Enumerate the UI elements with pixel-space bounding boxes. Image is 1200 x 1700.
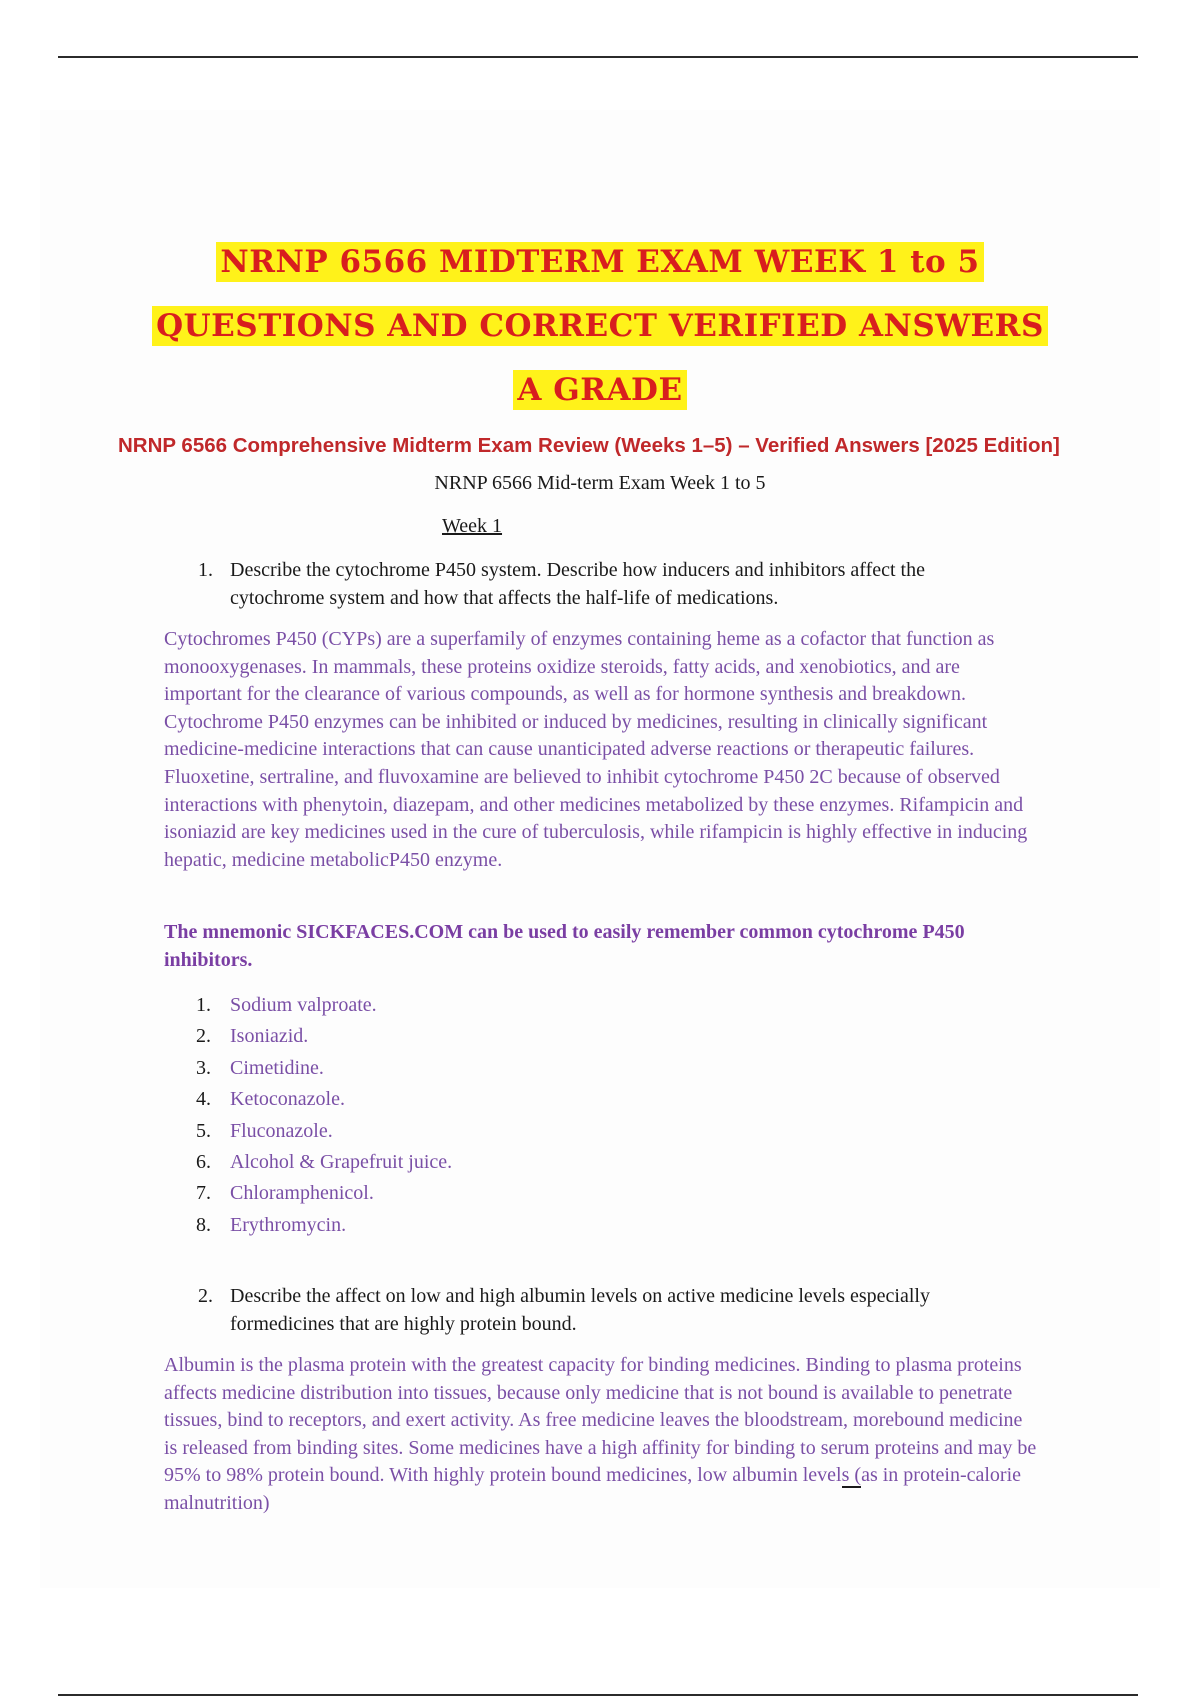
list-item (196, 1178, 452, 1209)
list-item (196, 1053, 452, 1084)
list-item-text: Cimetidine. (230, 1056, 324, 1079)
list-item-text: Chloramphenicol. (230, 1182, 374, 1205)
list-item-number: 8. (196, 1213, 211, 1236)
question-1 (198, 556, 1018, 612)
list-item-text: Alcohol & Grapefruit juice. (230, 1150, 453, 1173)
document-subtitle: NRNP 6566 Comprehensive Midterm Exam Review (Weeks 1–5) – Verified Answers [2025 Edition] (118, 434, 1060, 457)
list-item-text: Isoniazid. (230, 1025, 309, 1048)
answer-1: Cytochromes P450 (CYPs) are a superfamily of enzymes containing heme as a cofactor that function as monooxygenases. In mammals, these proteins oxidize steroids, fatty acids, and xenobiotics, and are important for the clearance of various compounds, as well as for hormone synthesis and breakdown. Cytochrome P450 enzymes can be inhibited or induced by medicines, resulting in clinically significant medicine-medicine interactions that can cause unanticipated adverse reactions or therapeutic failures. Fluoxetine, sertraline, and fluvoxamine are believed to inhibit cytochrome P450 2C because of observed interactions with phenytoin, diazepam, and other medicines metabolized by these enzymes. Rifampicin and isoniazid are key medicines used in the cure of tuberculosis, while rifampicin is highly effective in inducing hepatic, medicine metabolicP450 enzyme. (164, 628, 1028, 871)
list-item-number: 3. (196, 1056, 211, 1079)
document-title-line-2: QUESTIONS AND CORRECT VERIFIED ANSWERS (0, 308, 1200, 344)
answer-text-continued: as in protein-calorie malnutrition) (164, 1464, 1022, 1514)
exam-heading: NRNP 6566 Mid-term Exam Week 1 to 5 (434, 472, 766, 494)
question-number: 2. (198, 1285, 213, 1307)
list-item (196, 1147, 452, 1178)
question-text: Describe the affect on low and high albumin levels on active medicine levels especially formedicines that are highly protein bound. (230, 1285, 930, 1335)
inhibitor-list (196, 990, 452, 1241)
list-item-text: Ketoconazole. (230, 1088, 345, 1111)
answer-2 (164, 1352, 1040, 1518)
list-item-number: 1. (196, 994, 211, 1016)
list-item-number: 2. (196, 1025, 211, 1048)
week-label: Week 1 (442, 515, 503, 537)
list-item-text: Fluconazole. (230, 1119, 333, 1142)
list-item (196, 1116, 452, 1147)
list-item-number: 7. (196, 1182, 211, 1205)
list-item-text: Erythromycin. (230, 1213, 347, 1236)
list-item-number: 6. (196, 1150, 211, 1173)
mnemonic-heading: The mnemonic SICKFACES.COM can be used to easily remember common cytochrome P450 inhibitors. (164, 921, 965, 971)
list-item-text: Sodium valproate. (230, 994, 377, 1016)
question-text: Describe the cytochrome P450 system. Describe how inducers and inhibitors affect the cytochrome system and how that affects the half-life of medications. (230, 559, 925, 609)
list-item (196, 990, 452, 1021)
answer-text: Albumin is the plasma protein with the greatest capacity for binding medicines. Binding to plasma proteins affects medicine distribution into tissues, because only medicine that is not bound is available to penetrate tissues, bind to receptors, and exert activity. As free medicine leaves the bloodstream, morebound medicine is released from binding sites. Some medicines have a high affinity for binding to serum proteins and may be 95% to 98% protein bound. With highly protein bound medicines, low albumin level (164, 1354, 1037, 1487)
answer-underlined-text: s ( (841, 1464, 862, 1487)
bottom-rule (58, 1694, 1138, 1696)
list-item-number: 4. (196, 1088, 211, 1111)
document-title-line-1: NRNP 6566 MIDTERM EXAM WEEK 1 to 5 (0, 244, 1200, 280)
top-rule (58, 56, 1138, 58)
question-number: 1. (198, 559, 213, 581)
list-item (196, 1021, 452, 1052)
document-title-line-3: A GRADE (0, 372, 1200, 408)
list-item (196, 1084, 452, 1115)
list-item-number: 5. (196, 1119, 211, 1142)
question-2 (198, 1282, 1018, 1338)
list-item (196, 1210, 452, 1241)
